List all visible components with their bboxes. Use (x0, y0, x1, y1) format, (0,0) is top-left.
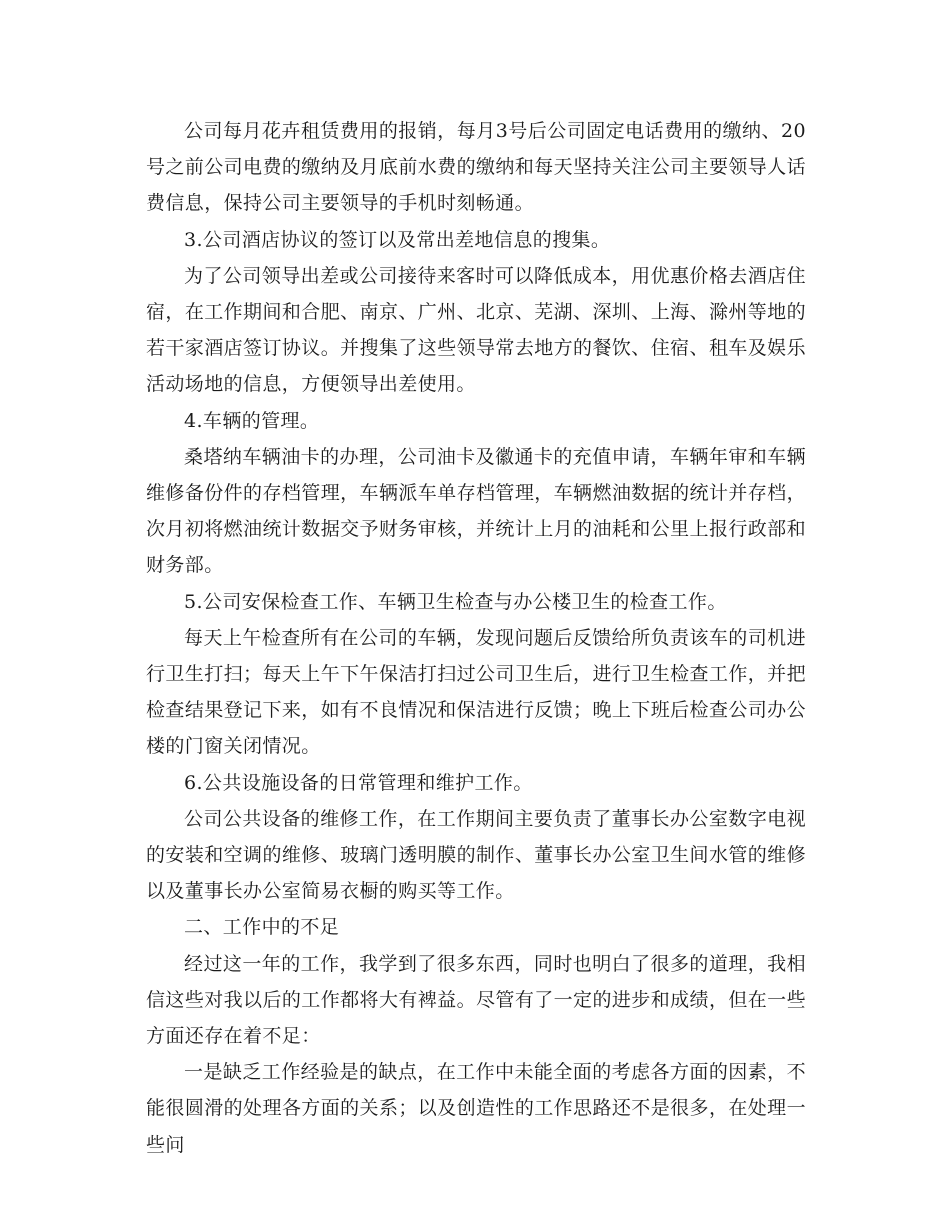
paragraph-shortcoming-one: 一是缺乏工作经验是的缺点，在工作中未能全面的考虑各方面的因素，不能很圆滑的处理各方面的关系；以及创造性的工作思路还不是很多，在处理一些问 (146, 1061, 806, 1156)
paragraph-security-inspection: 每天上午检查所有在公司的车辆，发现问题后反馈给所负责该车的司机进行卫生打扫；每天上午下午保洁打扫过公司卫生后，进行卫生检查工作，并把检查结果登记下来，如有不良情况和保洁进行反馈；晚上下班后检查公司办公楼的门窗关闭情况。 (146, 626, 806, 758)
heading-shortcomings: 二、工作中的不足 (184, 916, 340, 939)
heading-vehicle-management: 4.车辆的管理。 (184, 409, 320, 432)
paragraph-hotel-agreements: 为了公司领导出差或公司接待来客时可以降低成本，用优惠价格去酒店住宿，在工作期间和合肥、南京、广州、北京、芜湖、深圳、上海、滁州等地的若干家酒店签订协议。并搜集了这些领导常去地方的餐饮、住宿、租车及娱乐活动场地的信息，方便领导出差使用。 (146, 264, 806, 396)
heading-facilities-maintenance: 6.公共设施设备的日常管理和维护工作。 (184, 771, 533, 794)
heading-hotel-agreements: 3.公司酒店协议的签订以及常出差地信息的搜集。 (184, 228, 611, 251)
paragraph-shortcomings-intro: 经过这一年的工作，我学到了很多东西，同时也明白了很多的道理，我相信这些对我以后的工作都将大有裨益。尽管有了一定的进步和成绩，但在一些方面还存在着不足： (146, 952, 806, 1048)
paragraph-facilities-maintenance: 公司公共设备的维修工作，在工作期间主要负责了董事长办公室数字电视的安装和空调的维修、玻璃门透明膜的制作、董事长办公室卫生间水管的维修以及董事长办公室简易衣橱的购买等工作。 (146, 807, 806, 903)
paragraph-vehicle-management: 桑塔纳车辆油卡的办理，公司油卡及徽通卡的充值申请，车辆年审和车辆维修备份件的存档管理，车辆派车单存档管理，车辆燃油数据的统计并存档，次月初将燃油统计数据交予财务审核，并统计上月的油耗和公里上报行政部和财务部。 (146, 445, 806, 577)
heading-security-inspection: 5.公司安保检查工作、车辆卫生检查与办公楼卫生的检查工作。 (184, 590, 727, 613)
paragraph-expense-payments: 公司每月花卉租赁费用的报销，每月3号后公司固定电话费用的缴纳、20号之前公司电费的缴纳及月底前水费的缴纳和每天坚持关注公司主要领导人话费信息，保持公司主要领导的手机时刻畅通。 (146, 120, 806, 215)
document-body (146, 113, 806, 1163)
